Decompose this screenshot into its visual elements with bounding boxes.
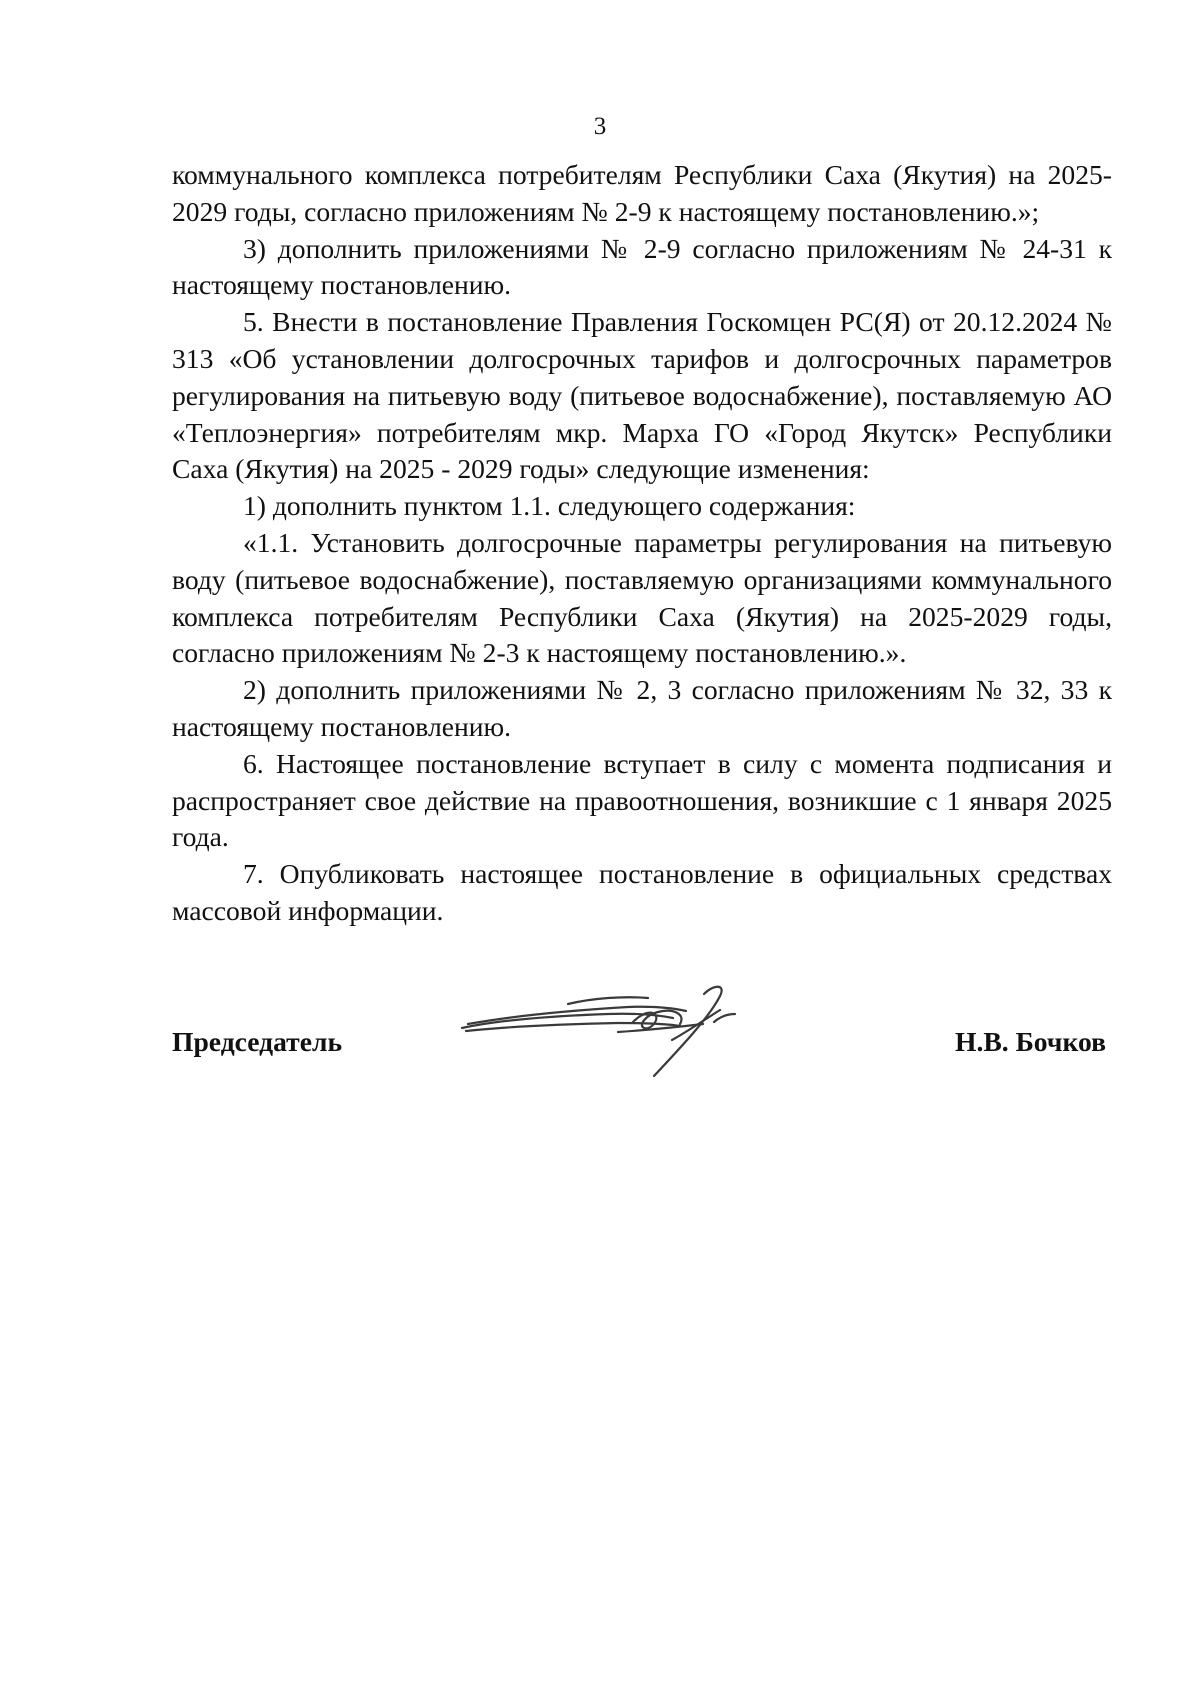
signer-name: Н.В. Бочков: [955, 1026, 1106, 1057]
paragraph-continuation: коммунального комплекса потребителям Республики Саха (Якутия) на 2025-2029 годы, согласно приложениям № 2-9 к настоящему постановлению.»;: [172, 159, 1112, 227]
paragraph-section-7: 7. Опубликовать настоящее постановление в официальных средствах массовой информации.: [172, 858, 1112, 926]
paragraph-section-5: 5. Внести в постановление Правления Госкомцен РС(Я) от 20.12.2024 № 313 «Об установлении долгосрочных тарифов и долгосрочных параметров регулирования на питьевую воду (питьевое водоснабжение), поставляемую АО «Теплоэнергия» потребителям мкр. Марха ГО «Город Якутск» Республики Саха (Якутия) на 2025 - 2029 годы» следующие изменения:: [172, 306, 1112, 485]
paragraph-quoted-1-1: «1.1. Установить долгосрочные параметры регулирования на питьевую воду (питьевое водоснабжение), поставляемую организациями коммунального комплекса потребителям Республики Саха (Якутия) на 2025-2029 годы, согласно приложениям № 2-3 к настоящему постановлению.».: [172, 526, 1112, 669]
paragraph-item-3: 3) дополнить приложениями № 2-9 согласно приложениям № 24-31 к настоящему постановлению.: [172, 232, 1112, 301]
page-number: 3: [593, 113, 607, 140]
paragraph-item-1: 1) дополнить пунктом 1.1. следующего содержания:: [243, 490, 856, 522]
paragraph-item-2: 2) дополнить приложениями № 2, 3 согласно приложениям № 32, 33 к настоящему постановлению.: [172, 674, 1112, 742]
document-body: [172, 157, 1112, 930]
signature-block: [172, 1022, 1112, 1062]
paragraph-section-6: 6. Настоящее постановление вступает в силу с момента подписания и распространяет свое действие на правоотношения, возникшие с 1 января 2025 года.: [172, 747, 1112, 853]
signer-title: Председатель: [172, 1026, 343, 1057]
